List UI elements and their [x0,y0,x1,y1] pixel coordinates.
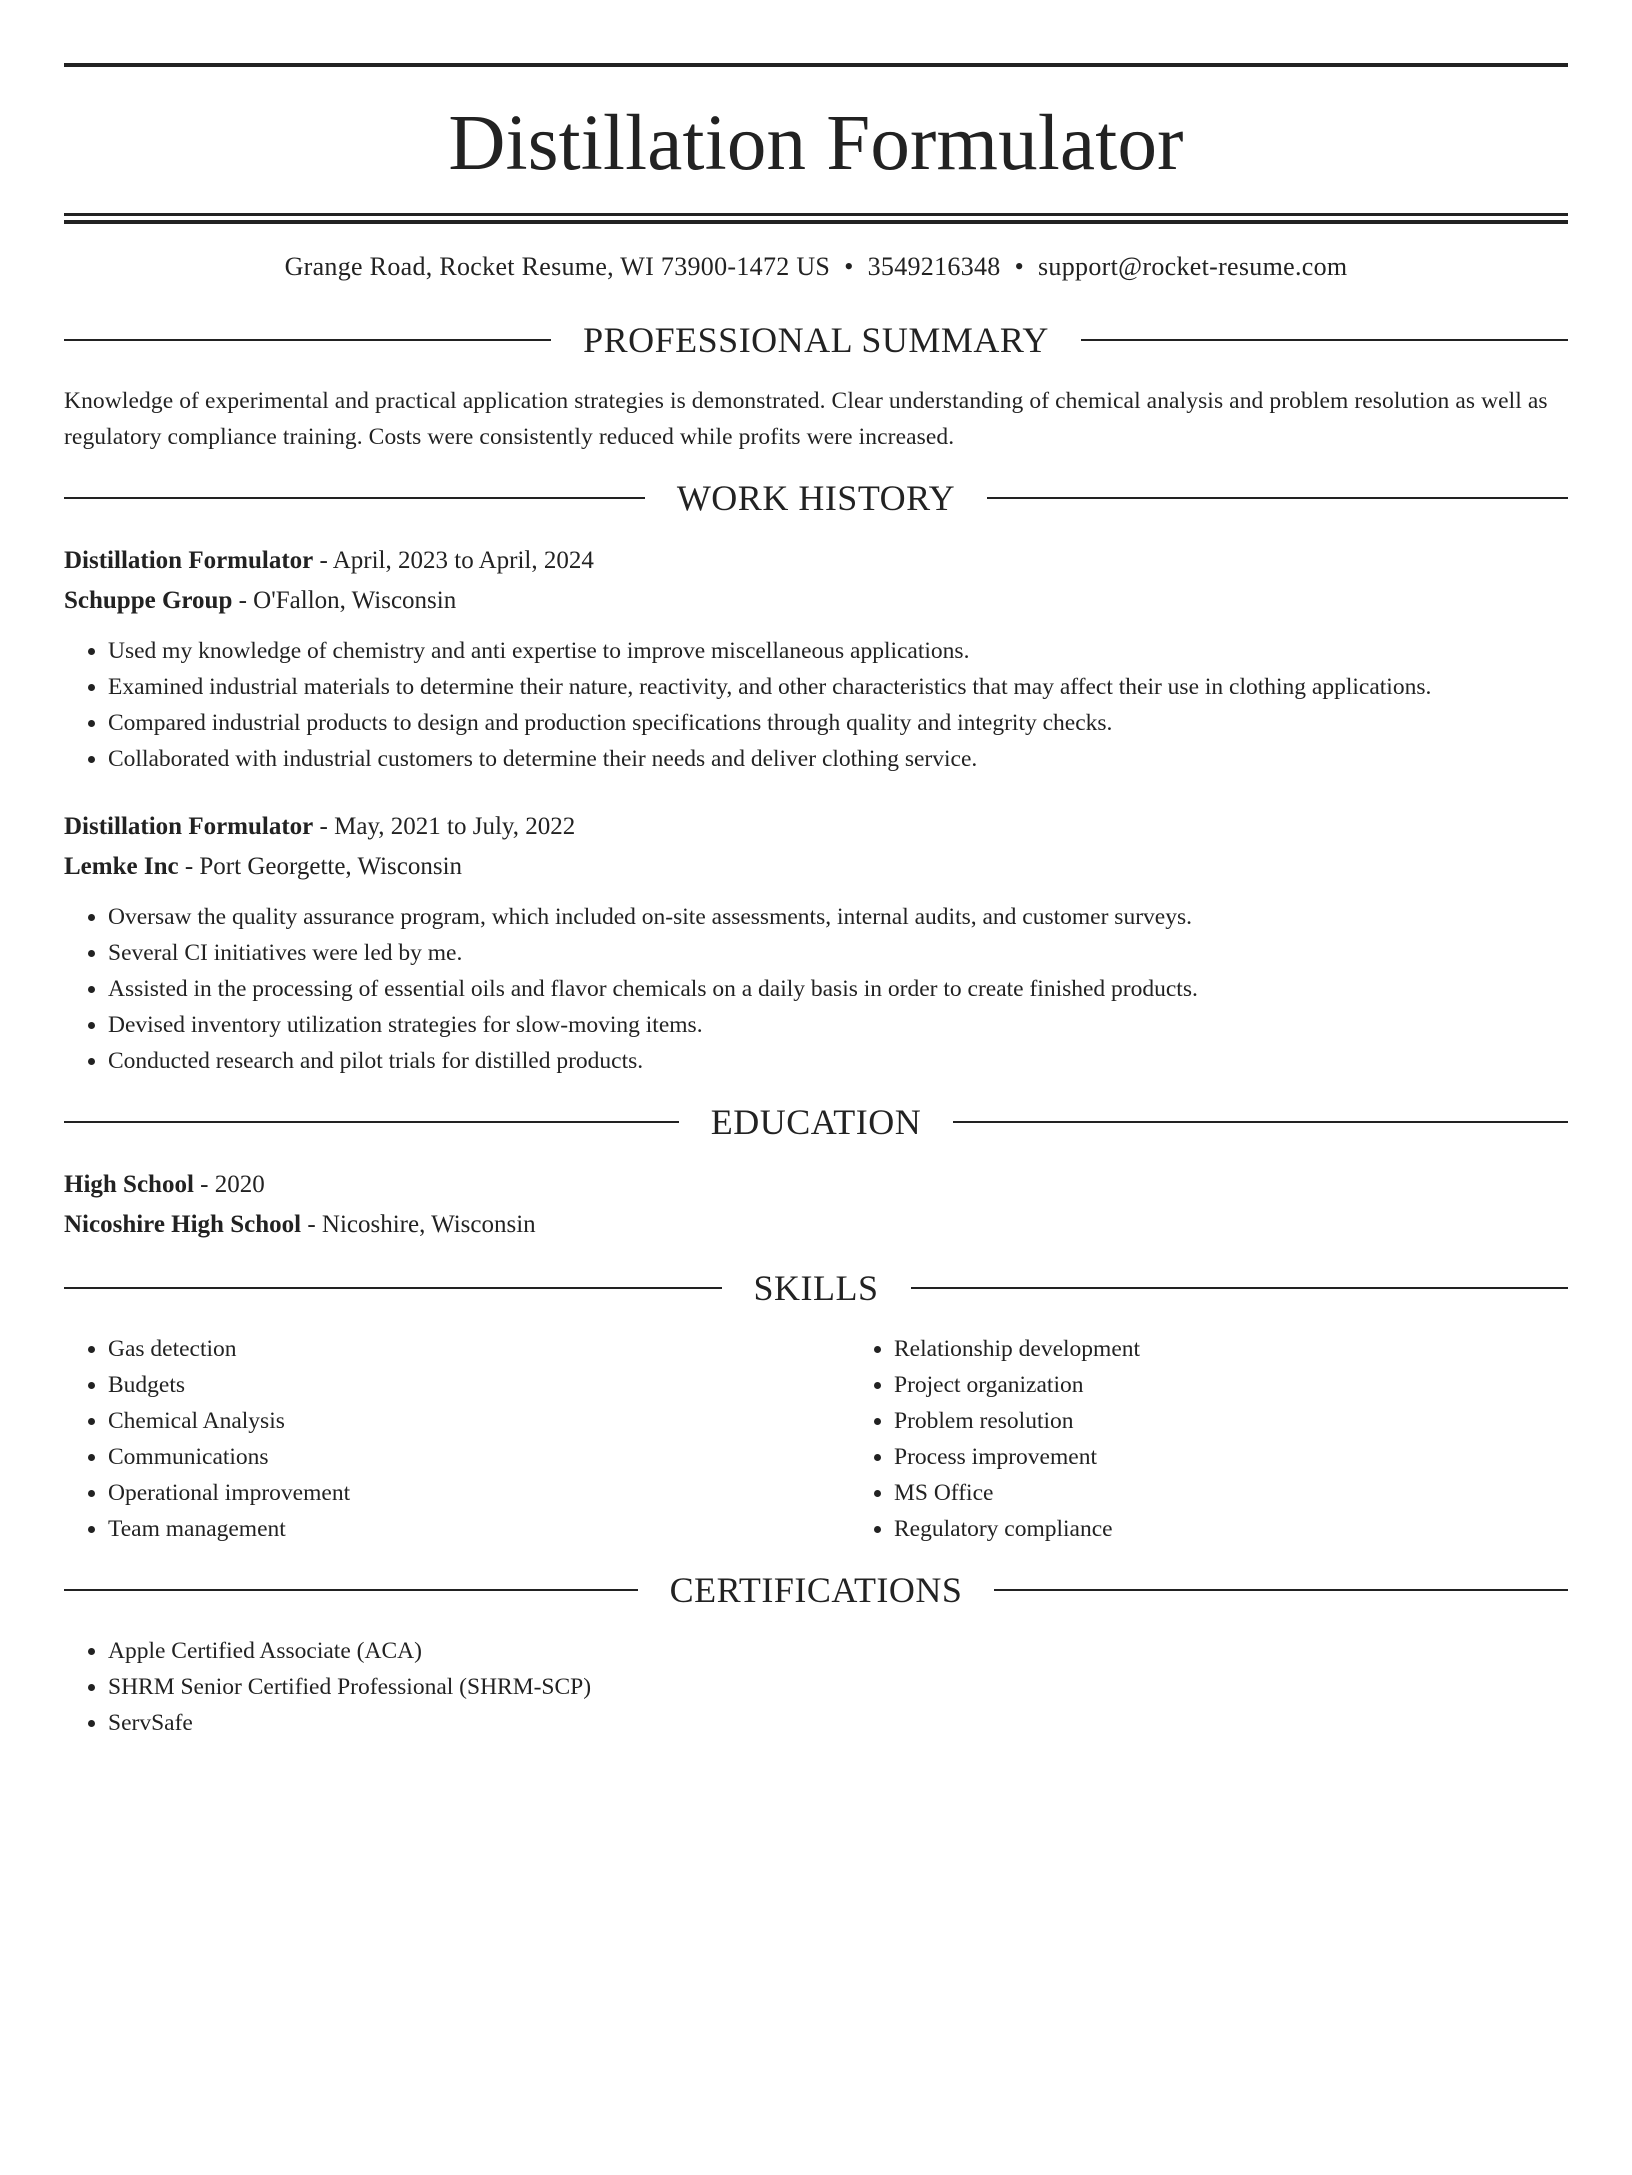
contact-email: support@rocket-resume.com [1038,252,1348,281]
contact-separator: • [1014,252,1025,281]
section-title: WORK HISTORY [676,478,956,518]
skills-column-left [64,1331,850,1547]
top-rule [64,63,1568,67]
job-bullet: • Conducted research and pilot trials for distilled products. [108,1043,1568,1079]
education-school-line [64,1205,1568,1245]
summary-text: Knowledge of experimental and practical application strategies is demonstrated. Clear understanding of chemical analysis and problem resolution as well as regulatory compliance training. Costs were consistently reduced while profits were increased. [64,388,1548,450]
section-heading-education [64,1101,1568,1143]
heading-rule [64,497,645,499]
job-bullet: • Examined industrial materials to determine their nature, reactivity, and other characteristics that may affect their use in clothing applications. [108,669,1568,705]
contact-address: Grange Road, Rocket Resume, WI 73900-1472 US [284,252,831,281]
job-title: Distillation Formulator [64,813,314,840]
section-title: EDUCATION [710,1102,922,1142]
education-year: - 2020 [193,1171,265,1198]
heading-rule [987,497,1568,499]
education-location: - Nicoshire, Wisconsin [301,1211,536,1238]
skill-item: • Chemical Analysis [108,1403,850,1439]
heading-rule [64,1121,679,1123]
job-title: Distillation Formulator [64,547,314,574]
heading-rule [953,1121,1568,1123]
skill-item: • Operational improvement [108,1475,850,1511]
job-bullet: • Devised inventory utilization strategies for slow-moving items. [108,1007,1568,1043]
job-bullets [64,633,1568,777]
job-company: Lemke Inc [64,853,179,880]
heading-rule [994,1589,1568,1591]
job-location: - O'Fallon, Wisconsin [232,587,457,614]
certifications-block [64,1633,1568,1741]
heading-rule [64,1287,722,1289]
job-title-line [64,541,1568,581]
job-dates: - April, 2023 to April, 2024 [313,547,594,574]
skill-item: • Regulatory compliance [894,1511,1568,1547]
job-company: Schuppe Group [64,587,233,614]
certification-item: • SHRM Senior Certified Professional (SHRM-SCP) [108,1669,1568,1705]
skill-item: • Budgets [108,1367,850,1403]
job-location: - Port Georgette, Wisconsin [178,853,463,880]
certification-item: • Apple Certified Associate (ACA) [108,1633,1568,1669]
skill-item: • Communications [108,1439,850,1475]
section-heading-certifications [64,1569,1568,1611]
heading-rule [911,1287,1569,1289]
skill-item: • Gas detection [108,1331,850,1367]
skill-item: • Problem resolution [894,1403,1568,1439]
skills-grid [64,1331,1568,1547]
skill-item: • MS Office [894,1475,1568,1511]
education-degree: High School [64,1171,194,1198]
contact-line [64,252,1568,282]
skill-item: • Team management [108,1511,850,1547]
resume-name: Distillation Formulator [448,100,1184,187]
job-entry [64,541,1568,777]
section-title: PROFESSIONAL SUMMARY [583,320,1049,360]
job-bullet: • Several CI initiatives were led by me. [108,935,1568,971]
job-bullet: • Collaborated with industrial customers to determine their needs and deliver clothing service. [108,741,1568,777]
job-dates: - May, 2021 to July, 2022 [313,813,576,840]
header-double-rule [64,213,1568,224]
education-entry [64,1165,1568,1245]
section-heading-skills [64,1267,1568,1309]
resume-page [0,63,1632,2175]
job-bullet: • Oversaw the quality assurance program, which included on-site assessments, internal audits, and customer surveys. [108,899,1568,935]
section-title: CERTIFICATIONS [669,1570,963,1610]
job-company-line [64,847,1568,887]
section-heading-summary [64,319,1568,361]
job-bullet: • Assisted in the processing of essential oils and flavor chemicals on a daily basis in order to create finished products. [108,971,1568,1007]
education-school: Nicoshire High School [64,1211,302,1238]
education-degree-line [64,1165,1568,1205]
contact-separator: • [844,252,854,281]
job-title-line [64,807,1568,847]
job-company-line [64,581,1568,621]
job-bullet: • Used my knowledge of chemistry and anti expertise to improve miscellaneous applications. [108,633,1568,669]
job-entry [64,807,1568,1079]
skill-item: • Relationship development [894,1331,1568,1367]
contact-phone: 3549216348 [867,252,1001,281]
heading-rule [64,339,551,341]
heading-rule [64,1589,638,1591]
skills-column-right [850,1331,1568,1547]
heading-rule [1081,339,1568,341]
certification-item: • ServSafe [108,1705,1568,1741]
skill-item: • Project organization [894,1367,1568,1403]
section-heading-work [64,477,1568,519]
job-bullets [64,899,1568,1079]
job-bullet: • Compared industrial products to design and production specifications through quality and integrity checks. [108,705,1568,741]
section-title: SKILLS [753,1268,879,1308]
certifications-list [64,1633,1568,1741]
skill-item: • Process improvement [894,1439,1568,1475]
